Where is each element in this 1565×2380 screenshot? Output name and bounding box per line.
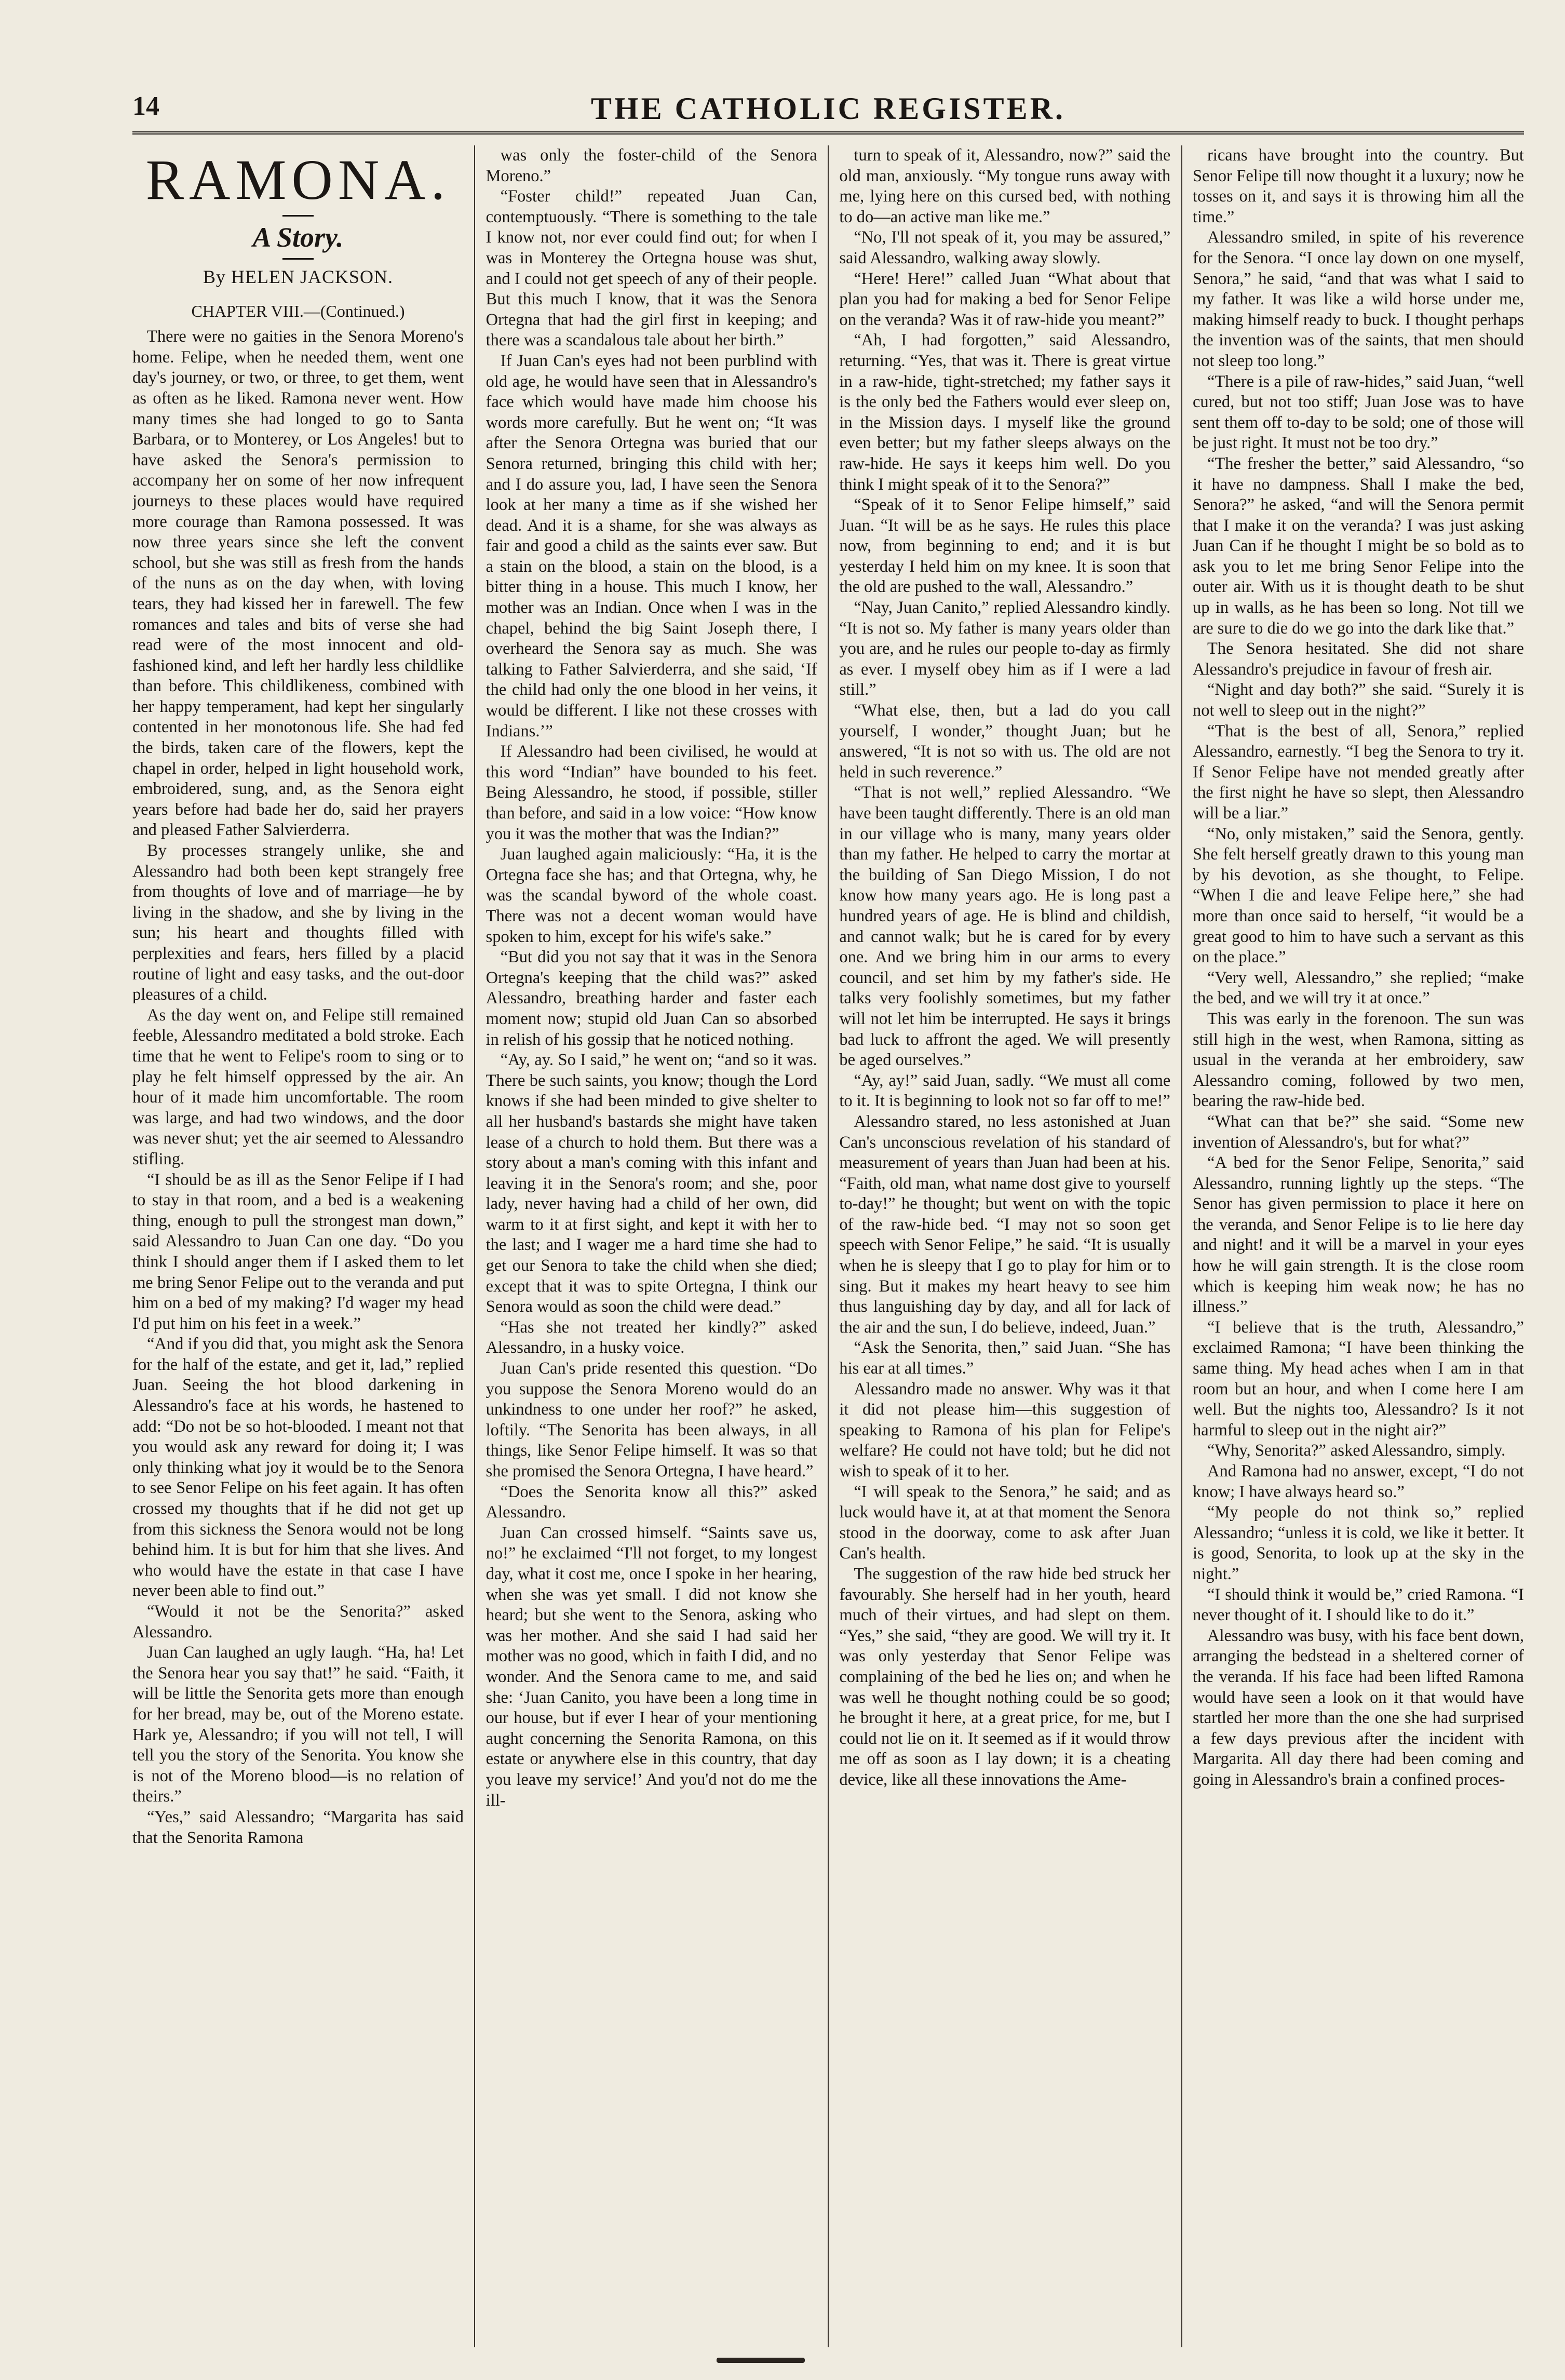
article-paragraph: “What else, then, but a lad do you call yourself, I wonder,” thought Juan; but he answered, “It is not so with us. The old are not held in such reverence.” xyxy=(839,701,1171,782)
article-paragraph: ricans have brought into the country. But Senor Felipe till now thought it a luxury; now he tosses on it, and says it is throwing him all the time.” xyxy=(1192,146,1524,226)
article-paragraph: The Senora hesitated. She did not share Alessandro's prejudice in favour of fresh air. xyxy=(1192,639,1524,679)
article-paragraph: “Ay, ay. So I said,” he went on; “and so it was. There be such saints, you know; though the Lord knows if she had been minded to give shelter to all her husband's bastards she might have taken lease of a church to hold them. But there was a story about a man's coming with this infant and leaving it in the Senora's room; and she, poor lady, never having had a child of her own, did warm to it at first sight, and kept it with her to the last; and I wager me a hard time she had to get our Senora to take the child when she died; except that it was to spite Ortegna, I think our Senora would as soon the child were dead.” xyxy=(485,1051,817,1316)
article-paragraph: “Yes,” said Alessandro; “Margarita has said that the Senorita Ramona xyxy=(132,1807,464,1847)
article-paragraph: “I should think it would be,” cried Ramona. “I never thought of it. I should like to do it.” xyxy=(1192,1585,1524,1625)
article-paragraph: Alessandro smiled, in spite of his reverence for the Senora. “I once lay down on one myself, Senora,” he said, “and that was what I said to my father. It was like a wild horse under me, making himself ready to buck. I thought perhaps the invention was of the saints, that men should not sleep too long.” xyxy=(1192,228,1524,370)
header-rule xyxy=(132,131,1524,137)
article-paragraph: “Would it not be the Senorita?” asked Alessandro. xyxy=(132,1602,464,1642)
article-paragraph: turn to speak of it, Alessandro, now?” said the old man, anxiously. “My tongue runs away with me, lying here on this cursed bed, with nothing to do—an active man like me.” xyxy=(839,146,1171,226)
column-3 xyxy=(839,145,1170,2347)
article-paragraph: “But did you not say that it was in the Senora Ortegna's keeping that the child was?” asked Alessandro, breathing harder and faster each moment now; stupid old Juan Can so absorbed in relish of his gossip that he noticed nothing. xyxy=(485,948,817,1049)
article-paragraph: The suggestion of the raw hide bed struck her favourably. She herself had in her youth, heard much of their virtues, and had slept on them. “Yes,” she said, “they are good. We will try it. It was only yesterday that Senor Felipe was complaining of the bed he lies on; and when he was well he thought nothing could be so good; he brought it here, at a great price, for me, but I could not lie on it. It seemed as if it would throw me off as soon as I lay down; it is a cheating device, like all these innovations the Ame- xyxy=(839,1564,1171,1789)
article-columns xyxy=(132,145,1524,2347)
article-paragraph: “I should be as ill as the Senor Felipe if I had to stay in that room, and a bed is a weakening thing, enough to pull the strongest man down,” said Alessandro to Juan Can one day. “Do you think I should anger them if I asked them to let me bring Senor Felipe out to the veranda and put him on a bed of my making? I'd wager my head I'd put him on his feet in a week.” xyxy=(132,1170,464,1333)
article-paragraph: “Nay, Juan Canito,” replied Alessandro kindly. “It is not so. My father is many years older than you are, and he rules our people to-day as firmly as ever. I myself obey him as if I were a lad still.” xyxy=(839,598,1171,700)
article-paragraph: “The fresher the better,” said Alessandro, “so it have no dampness. Shall I make the bed, Senora?” he asked, “and will the Senora permit that I make it on the veranda? I was just asking Juan Can if he thought I might be so bold as to ask you to let me bring Senor Felipe into the outer air. With us it is thought death to be shut up in walls, as he has been so long. Not till we are sure to die do we go into the dark like that.” xyxy=(1192,454,1524,638)
article-paragraph: As the day went on, and Felipe still remained feeble, Alessandro meditated a bold stroke. Each time that he went to Felipe's room to sing or to play he felt himself oppressed by the air. An hour of it made him uncomfortable. The room was large, and had two windows, and the door was never shut; yet the air seemed to Alessandro stifling. xyxy=(132,1005,464,1168)
column-divider xyxy=(828,145,829,2347)
article-paragraph: “A bed for the Senor Felipe, Senorita,” said Alessandro, running lightly up the steps. “The Senor has given permission to place it here on the veranda, and Senor Felipe is to lie here day and night! and it will be a marvel in your eyes how he will gain strength. It is the close room which is keeping him weak now; he has no illness.” xyxy=(1192,1153,1524,1316)
column-2 xyxy=(486,145,817,2347)
title-divider xyxy=(282,215,314,217)
article-paragraph: And Ramona had no answer, except, “I do not know; I have always heard so.” xyxy=(1192,1462,1524,1501)
article-paragraph: “Here! Here!” called Juan “What about that plan you had for making a bed for Senor Felipe on the veranda? Was it of raw-hide you meant?” xyxy=(839,269,1171,329)
article-paragraph: If Juan Can's eyes had not been purblind with old age, he would have seen that in Alessandro's face which would have made him choose his words more carefully. But he went on; “It was after the Senora Ortegna was buried that our Senora returned, bringing this child with her; and I do assure you, lad, I have seen the Senora look at her many a time as if she wished her dead. And it is a shame, for she was always as fair and good a child as the saints ever saw. But a stain on the blood, a stain on the blood, is a bitter thing in a house. This much I know, her mother was an Indian. Once when I was in the chapel, behind the big Saint Joseph there, I overheard the Senora say as much. She was talking to Father Salvierderra, and she said, ‘If the child had only the one blood in her veins, it would be different. I like not these crosses with Indians.’” xyxy=(485,351,817,741)
article-paragraph: “What can that be?” she said. “Some new invention of Alessandro's, but for what?” xyxy=(1192,1112,1524,1152)
article-paragraph: Juan Can's pride resented this question. “Do you suppose the Senora Moreno would do an unkindness to one under her roof?” he asked, loftily. “The Senorita has been always, in all things, like Senor Felipe himself. It was so that she promised the Senora Ortegna, I have heard.” xyxy=(485,1359,817,1481)
publication-title: THE CATHOLIC REGISTER. xyxy=(590,91,1066,126)
article-paragraph: “I believe that is the truth, Alessandro,” exclaimed Ramona; “I have been thinking the same thing. My head aches when I am in that room but an hour, and when I come here I am well. But the nights too, Alessandro? Is it not harmful to sleep out in the night air?” xyxy=(1192,1317,1524,1440)
column-4 xyxy=(1193,145,1524,2347)
article-paragraph: Juan Can laughed an ugly laugh. “Ha, ha! Let the Senora hear you say that!” he said. “Faith, it will be little the Senorita gets more than enough for her bread, may be, out of the Moreno estate. Hark ye, Alessandro; if you will not tell, I will tell you the story of the Senorita. You know she is not of the Moreno blood—is no relation of theirs.” xyxy=(132,1643,464,1806)
story-title: RAMONA. xyxy=(145,148,451,211)
subtitle-divider xyxy=(282,258,314,260)
article-paragraph: “Night and day both?” she said. “Surely it is not well to sleep out in the night?” xyxy=(1192,680,1524,720)
article-paragraph: “Ah, I had forgotten,” said Alessandro, returning. “Yes, that was it. There is great virtue in a raw-hide, tight-stretched; my father says it is the only bed the Fathers would ever sleep on, in the Mission days. I myself like the ground even better; but my father sleeps always on the raw-hide. He says it keeps him well. Do you think I might speak of it to the Senora?” xyxy=(839,331,1171,494)
column-1 xyxy=(132,145,464,2347)
article-paragraph: “No, only mistaken,” said the Senora, gently. She felt herself greatly drawn to this young man by his devotion, as she thought, to Felipe. “When I die and leave Felipe here,” she had more than once said to herself, “it would be a great good to him to have such a servant as this on the place.” xyxy=(1192,824,1524,967)
story-subtitle: A Story. xyxy=(252,222,344,253)
article-paragraph: This was early in the forenoon. The sun was still high in the west, when Ramona, sitting as usual in the veranda at her embroidery, saw Alessandro coming, followed by two men, bearing the raw-hide bed. xyxy=(1192,1009,1524,1111)
article-paragraph: “Why, Senorita?” asked Alessandro, simply. xyxy=(1207,1441,1506,1460)
article-paragraph: If Alessandro had been civilised, he would at this word “Indian” have bounded to his feet. Being Alessandro, he stood, if possible, stiller than before, and said in a low voice: “How know you it was the mother that was the Indian?” xyxy=(485,742,817,843)
article-paragraph: “No, I'll not speak of it, you may be assured,” said Alessandro, walking away slowly. xyxy=(839,228,1171,267)
chapter-heading: CHAPTER VIII.—(Continued.) xyxy=(191,301,405,320)
article-paragraph: “Ask the Senorita, then,” said Juan. “She has his ear at all times.” xyxy=(839,1338,1171,1378)
article-paragraph: Alessandro stared, no less astonished at Juan Can's unconscious revelation of his standard of measurement of years than Juan had been at his. “Faith, old man, what name dost give to yourself to-day!” he thought; but went on with the topic of the raw-hide bed. “I may not so soon get speech with Senor Felipe,” he said. “It is usually when he is sleepy that I go to play for him or to sing. But it makes my heart heavy to see him thus languishing day by day, and all for lack of the air and the sun, I do believe, indeed, Juan.” xyxy=(839,1112,1171,1337)
article-paragraph: “Speak of it to Senor Felipe himself,” said Juan. “It will be as he says. He rules this place now, from beginning to end; and it is but yesterday I held him on my knee. It is soon that the old are pushed to the wall, Alessandro.” xyxy=(839,495,1171,597)
article-paragraph: Alessandro made no answer. Why was it that it did not please him—this suggestion of speaking to Ramona of his plan for Felipe's welfare? He could not have told; but he did not wish to speak of it to her. xyxy=(839,1379,1171,1481)
article-paragraph: “And if you did that, you might ask the Senora for the half of the estate, and get it, lad,” replied Juan. Seeing the hot blood darkening in Alessandro's face at his words, he hastened to add: “Do not be so hot-blooded. I meant not that you would ask any reward for doing it; I was only thinking what joy it would be to the Senora to see Senor Felipe on his feet again. It has often crossed my thoughts that if he did not get up from this sickness the Senora would not be long behind him. It is but for him that she lives. And who would have the estate in that case I have never been able to find out.” xyxy=(132,1335,464,1601)
article-paragraph: “There is a pile of raw-hides,” said Juan, “well cured, but not too stiff; Juan Jose was to have sent them off to-day to be sold; one of those will be just right. It must not be too dry.” xyxy=(1192,372,1524,453)
article-paragraph: “That is the best of all, Senora,” replied Alessandro, earnestly. “I beg the Senora to try it. If Senor Felipe have not mended greatly after the first night he have so slept, then Alessandro will be a liar.” xyxy=(1192,721,1524,823)
article-paragraph: By processes strangely unlike, she and Alessandro had both been kept strangely free from thoughts of love and of marriage—he by living in the shadow, and she by living in the sun; his heart and thoughts filled with perplexities and fears, hers filled by a placid routine of light and easy tasks, and the out-door pleasures of a child. xyxy=(132,841,464,1004)
article-paragraph: “That is not well,” replied Alessandro. “We have been taught differently. There is an old man in our village who is many, many years older than my father. He helped to carry the mortar at the building of San Diego Mission, I do not know how many years ago. He is long past a hundred years of age. He is blind and childish, and cannot walk; but he is cared for by every one. And we bring him in our arms to every council, and set him by my father's side. He talks very foolishly sometimes, but my father will not let him be interrupted. He says it brings bad luck to affront the aged. We will presently be aged ourselves.” xyxy=(839,783,1171,1070)
byline: By HELEN JACKSON. xyxy=(203,266,393,287)
article-paragraph: Juan laughed again maliciously: “Ha, it is the Ortegna face she has; and that Ortegna, why, he was the scandal byword of the whole coast. There was not a decent woman would have spoken to him, except for his wife's sake.” xyxy=(485,845,817,946)
article-paragraph: “Very well, Alessandro,” she replied; “make the bed, and we will try it at once.” xyxy=(1192,968,1524,1008)
article-paragraph: “Foster child!” repeated Juan Can, contemptuously. “There is something to the tale I know not, nor ever could find out; for when I was in Monterey the Ortegna house was shut, and I could not get speech of any of their people. But this much I know, that it was the Senora Ortegna that had the girl first in keeping; and there was a scandalous tale about her birth.” xyxy=(485,187,817,350)
article-paragraph: There were no gaities in the Senora Moreno's home. Felipe, when he needed them, went one day's journey, or two, or three, to get them, went as often as he liked. Ramona never went. How many times she had longed to go to Santa Barbara, or to Monterey, or Los Angeles! but to have asked the Senora's permission to accompany her on some of her now infrequent journeys to these places would have required more courage than Ramona possessed. It was now three years since she left the convent school, but she was still as fresh from the hands of the nuns as on the day when, with loving tears, they had kissed her in farewell. The few romances and tales and bits of verse she had read were of the most innocent and old-fashioned kind, and left her hardly less childlike than before. This childlikeness, combined with her happy temperament, had kept her singularly contented in her monotonous life. She had fed the birds, taken care of the flowers, kept the chapel in order, helped in light household work, embroidered, sung, and, as the Senora eight years before had bade her do, said her prayers and pleased Father Salvierderra. xyxy=(132,327,464,840)
article-paragraph: “Has she not treated her kindly?” asked Alessandro, in a husky voice. xyxy=(485,1317,817,1357)
article-paragraph: “My people do not think so,” replied Alessandro; “unless it is cold, we like it better. It is good, Senorita, to look up at the sky in the night.” xyxy=(1192,1503,1524,1583)
column-divider xyxy=(1181,145,1182,2347)
article-paragraph: “Does the Senorita know all this?” asked Alessandro. xyxy=(485,1482,817,1522)
article-paragraph: Juan Can crossed himself. “Saints save us, no!” he exclaimed “I'll not forget, to my longest day, what it cost me, once I spoke in her hearing, when she was yet small. I did not know she heard; but she went to the Senora, asking who was her mother. And she said I had said her mother was no good, which in faith I did, and no wonder. And the Senora came to me, and said she: ‘Juan Canito, you have been a long time in our house, but if ever I hear of your mentioning aught concerning the Senorita Ramona, on this estate or anywhere else in this country, that day you leave my service!’ And you'd not do me the ill- xyxy=(485,1523,817,1810)
article-paragraph: “Ay, ay!” said Juan, sadly. “We must all come to it. It is beginning to look not so far off to me!” xyxy=(839,1071,1171,1111)
column-divider xyxy=(474,145,475,2347)
article-paragraph: was only the foster-child of the Senora Moreno.” xyxy=(485,146,817,185)
footer-ornament xyxy=(717,2358,805,2363)
page-header xyxy=(132,91,1524,127)
article-paragraph: “I will speak to the Senora,” he said; and as luck would have it, at at that moment the Senora stood in the doorway, come to ask after Juan Can's health. xyxy=(839,1482,1171,1563)
page-number: 14 xyxy=(132,91,159,121)
article-paragraph: Alessandro was busy, with his face bent down, arranging the bedstead in a sheltered corner of the veranda. If his face had been lifted Ramona would have seen a look on it that would have startled her more than the one she had surprised a few days previous after the incident with Margarita. All day there had been coming and going in Alessandro's brain a confined proces- xyxy=(1192,1626,1524,1789)
